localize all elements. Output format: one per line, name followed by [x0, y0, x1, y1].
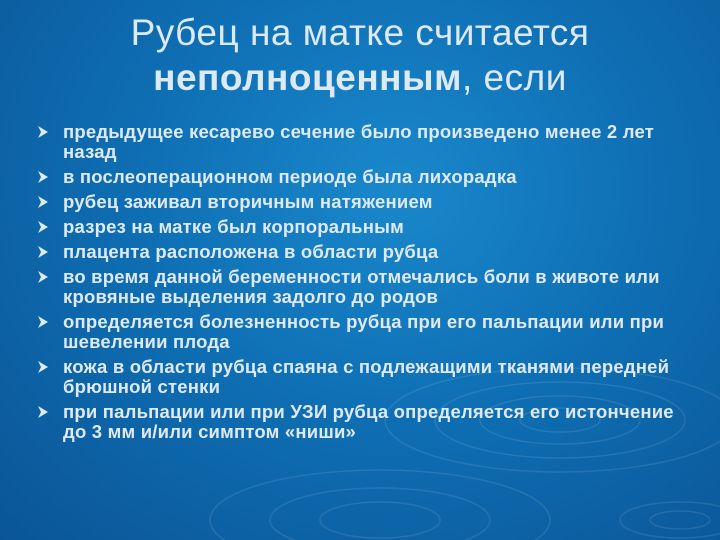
- arrowhead-bullet-icon: [36, 360, 50, 374]
- arrowhead-bullet-icon: [36, 125, 50, 139]
- list-item-text: определяется болезненность рубца при его пальпации или при шевелении плода: [63, 311, 665, 352]
- arrowhead-bullet-icon: [36, 405, 50, 419]
- arrowhead-bullet-icon: [36, 170, 50, 184]
- list-item: [36, 357, 696, 397]
- list-item: [36, 312, 696, 352]
- arrowhead-bullet-icon: [36, 195, 50, 209]
- title-suffix: , если: [462, 57, 567, 98]
- list-item: [36, 402, 696, 442]
- list-item-text: в послеоперационном периоде была лихорадка: [63, 166, 517, 187]
- list-item: [36, 167, 696, 187]
- list-item-text: кожа в области рубца спаяна с подлежащими тканями передней брюшной стенки: [63, 356, 670, 397]
- arrowhead-bullet-icon: [36, 245, 50, 259]
- list-item-text: при пальпации или при УЗИ рубца определяется его истончение до 3 мм и/или симптом «ниши»: [63, 401, 674, 442]
- criteria-list: [36, 122, 696, 447]
- arrowhead-bullet-icon: [36, 220, 50, 234]
- list-item: [36, 217, 696, 237]
- list-item: [36, 242, 696, 262]
- title-line-2: [40, 55, 680, 100]
- list-item: [36, 122, 696, 162]
- list-item-text: рубец заживал вторичным натяжением: [63, 191, 433, 212]
- list-item-text: во время данной беременности отмечались боли в животе или кровяные выделения задолго до родов: [63, 266, 660, 307]
- list-item: [36, 192, 696, 212]
- list-item-text: плацента расположена в области рубца: [63, 241, 439, 262]
- arrowhead-bullet-icon: [36, 315, 50, 329]
- arrowhead-bullet-icon: [36, 270, 50, 284]
- list-item-text: разрез на матке был корпоральным: [63, 216, 404, 237]
- list-item-text: предыдущее кесарево сечение было произведено менее 2 лет назад: [63, 121, 654, 162]
- slide-title: [40, 10, 680, 100]
- list-item: [36, 267, 696, 307]
- title-emphasis: неполноценным: [153, 57, 462, 98]
- title-line-1: Рубец на матке считается: [130, 12, 590, 53]
